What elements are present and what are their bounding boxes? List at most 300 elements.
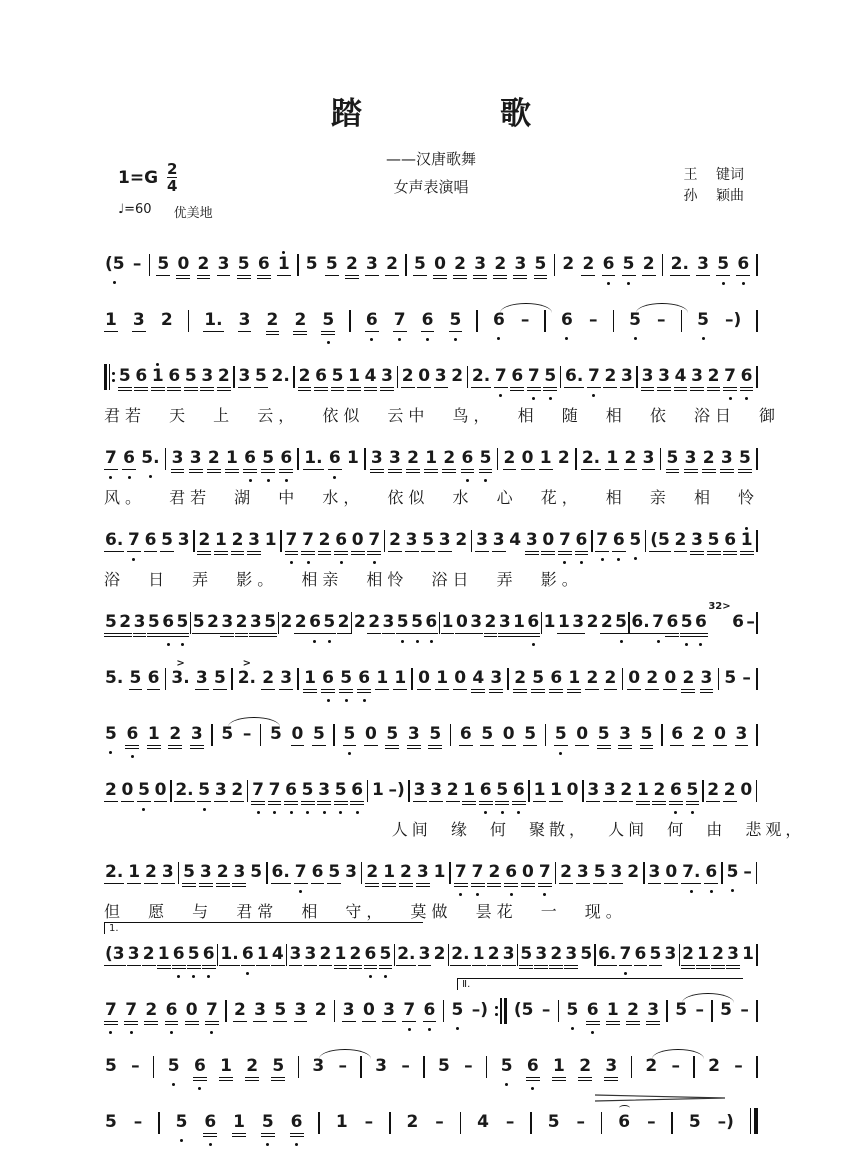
volta-bracket: 1.: [104, 922, 423, 934]
barline: [170, 780, 172, 802]
note-token: [429, 771, 443, 811]
note-digit: 2: [692, 724, 705, 744]
note-digit: 1: [550, 780, 562, 800]
dash-token: [694, 991, 705, 1030]
note-token: [271, 853, 291, 893]
barline: [233, 366, 235, 388]
lyrics-line: 人间 缘 何 聚散， 人间 何 由 悲观，: [391, 820, 806, 839]
note-token: [271, 357, 291, 396]
score-body: [104, 245, 806, 1146]
note-token: [585, 659, 599, 699]
note-digit: 6: [694, 612, 708, 637]
note-digit: 3: [171, 448, 185, 473]
note-digit: 1: [335, 1112, 348, 1132]
note-token: [413, 771, 427, 811]
note-digit: 6: [357, 668, 371, 693]
note-token: [455, 603, 469, 643]
note-digit: (5: [105, 254, 125, 274]
note-token: [603, 771, 617, 811]
below-marks: [620, 634, 623, 643]
note-digit: 5: [331, 366, 345, 391]
note-token: [350, 771, 364, 814]
note-token: [314, 991, 328, 1030]
note-token: [327, 853, 341, 893]
note-digit: (3: [105, 944, 125, 964]
note-digit: 2: [627, 862, 640, 882]
below-marks: [307, 555, 310, 564]
note-token: [364, 715, 378, 755]
note-token: [144, 521, 158, 561]
note-token: [696, 935, 710, 978]
note-digit: 3: [513, 254, 527, 279]
note-digit: 3: [217, 254, 230, 274]
note-digit: 1: [219, 1056, 233, 1081]
note-digit: 3: [232, 862, 246, 887]
note-digit: 6: [504, 862, 518, 887]
note-token: [513, 991, 535, 1030]
note-digit: 6: [365, 310, 378, 330]
note-digit: 6: [314, 366, 328, 391]
note-digit: 0: [291, 724, 304, 744]
note-digit: 5: [192, 612, 205, 632]
note-digit: 2: [294, 612, 307, 632]
note-digit: 3: [220, 612, 234, 637]
note-token: [600, 603, 614, 643]
note-digit: 3: [646, 1000, 660, 1025]
note-digit: 6: [723, 530, 737, 555]
note-token: [189, 439, 203, 482]
note-digit: 0: [454, 668, 467, 688]
note-digit: 2: [144, 1000, 158, 1025]
dash-token: [520, 301, 531, 340]
below-marks: [454, 332, 457, 341]
below-marks: [543, 887, 546, 896]
note-digit: 5: [597, 724, 611, 749]
note-digit: 2: [386, 254, 398, 274]
note-digit: 5: [221, 724, 234, 744]
note-digit: 2: [319, 944, 332, 964]
note-token: [410, 603, 424, 643]
note-digit: 5: [328, 862, 341, 882]
note-digit: 1: [424, 448, 438, 473]
below-marks: [323, 805, 326, 814]
note-digit: 5: [237, 254, 251, 279]
note-digit: 6: [309, 612, 321, 632]
note-token: [174, 771, 194, 811]
dash-token: [741, 659, 752, 698]
barline: [486, 1056, 488, 1078]
below-marks: [328, 634, 331, 643]
note-digit: 6: [172, 944, 186, 969]
note-token: [523, 715, 537, 755]
barline: [756, 254, 758, 276]
note-token: [720, 439, 734, 482]
note-digit: 3: [317, 780, 331, 805]
below-marks: [497, 331, 500, 340]
barline: [408, 780, 410, 802]
note-digit: 5: [519, 944, 533, 969]
note-token: [207, 439, 221, 482]
note-token: [451, 991, 465, 1030]
note-token: [664, 853, 678, 893]
below-marks: [290, 805, 293, 814]
note-digit: 0: [521, 448, 534, 468]
note-token: [318, 521, 332, 564]
note-digit: 3: [177, 530, 190, 550]
note-digit: 6: [161, 612, 175, 637]
note-token: [266, 301, 280, 344]
note-token: [367, 603, 381, 643]
note-token: [402, 991, 416, 1031]
below-marks: [113, 275, 116, 284]
barline: [661, 724, 663, 746]
barline: [711, 1000, 713, 1022]
note-digit: 3: [405, 530, 418, 550]
note-token: [578, 1047, 592, 1090]
note-digit: 7: [723, 366, 737, 391]
note-digit: 5: [105, 724, 117, 744]
note-digit: 6: [203, 1112, 217, 1137]
note-token: [364, 357, 378, 400]
dash-token: [575, 1103, 586, 1142]
time-signature-denominator: 4: [167, 177, 178, 195]
barline: [756, 724, 758, 746]
below-marks: [109, 470, 112, 479]
note-digit: 2.: [237, 668, 257, 688]
note-digit: 6.: [598, 944, 617, 964]
below-marks: [149, 469, 152, 478]
note-token: [230, 771, 244, 811]
note-token: [217, 245, 231, 285]
note-token: [494, 357, 508, 397]
note-digit: 0: [576, 724, 589, 744]
below-marks: [373, 555, 376, 564]
note-token: [233, 991, 247, 1031]
note-digit: 6.: [565, 366, 584, 386]
below-marks: [601, 552, 604, 561]
note-digit: –: [588, 310, 598, 330]
music-line: [104, 1047, 758, 1090]
note-token: [290, 1103, 304, 1146]
note-token: [605, 439, 619, 479]
barline: [555, 862, 557, 884]
note-digit: 3: [249, 612, 263, 637]
barline: [217, 944, 219, 966]
note-digit: 2: [626, 1000, 640, 1025]
note-digit: 5: [428, 724, 442, 749]
note-digit: 2: [723, 780, 736, 800]
note-digit: 5: [449, 310, 462, 330]
note-token: [479, 439, 493, 482]
note-token: [539, 439, 553, 479]
note-digit: 1: [539, 448, 552, 468]
barline: [394, 944, 396, 966]
note-digit: 7: [367, 530, 381, 555]
note-digit: 6: [423, 1000, 436, 1020]
notes-row: [104, 301, 758, 344]
below-marks: [369, 969, 372, 978]
note-digit: 1: [232, 1112, 246, 1137]
note-token: [417, 357, 431, 397]
note-token: [328, 439, 342, 479]
note-token: [626, 991, 640, 1034]
note-digit: 2: [446, 780, 459, 800]
note-digit: 6.: [271, 862, 290, 882]
note-token: [293, 301, 307, 344]
note-digit: 2: [620, 780, 633, 800]
note-digit: 2: [293, 310, 307, 335]
note-digit: 2: [145, 862, 157, 882]
note-digit: 0: [455, 612, 468, 632]
note-token: [203, 301, 223, 341]
note-token: [346, 439, 360, 478]
notes-row: [104, 991, 758, 1034]
note-token: [271, 935, 285, 975]
barline: [165, 668, 167, 690]
below-marks: [257, 805, 260, 814]
note-token: [312, 715, 326, 755]
note-token: [202, 935, 216, 978]
note-digit: –: [695, 1000, 704, 1020]
note-digit: 3: [247, 530, 261, 555]
note-token: [513, 659, 527, 702]
note-digit: 5: [531, 668, 545, 693]
note-digit: 3: [238, 310, 251, 330]
note-digit: 3: [430, 780, 443, 800]
note-digit: 3: [690, 530, 704, 555]
note-digit: 3: [382, 612, 395, 632]
below-marks: [690, 884, 693, 893]
note-token: [237, 245, 251, 288]
note-digit: 5: [167, 1056, 180, 1076]
note-digit: 2: [442, 448, 456, 473]
note-digit: 2: [484, 612, 498, 637]
below-marks: [501, 805, 504, 814]
barline: [280, 530, 282, 552]
note-token: [581, 245, 595, 285]
below-marks: [624, 966, 627, 975]
note-digit: 3: [620, 366, 633, 386]
note-digit: 2: [451, 366, 464, 386]
lyrics-line: 浴 日 弄 影。 相亲 相怜 浴日 弄 影。: [104, 570, 583, 589]
note-token: [127, 935, 141, 975]
note-digit: 1: [533, 780, 546, 800]
note-digit: 5: [622, 254, 635, 274]
song-title-char-2: 歌: [500, 96, 531, 132]
note-token: [205, 991, 219, 1034]
barline: [247, 780, 249, 802]
note-token: [104, 1047, 118, 1086]
note-token: [374, 1047, 388, 1086]
note-token: [190, 715, 204, 758]
barline: [643, 862, 645, 884]
notes-row: [104, 659, 758, 702]
below-marks: [128, 470, 131, 479]
note-token: [713, 715, 727, 755]
note-token: [735, 715, 749, 755]
note-token: [630, 603, 650, 643]
note-token: [707, 357, 721, 400]
note-token: [462, 771, 476, 814]
note-token: [104, 935, 126, 975]
note-token: [428, 715, 442, 758]
note-digit: 5: [261, 1112, 275, 1137]
key-signature: [118, 162, 177, 194]
note-digit: 6: [241, 944, 254, 964]
note-digit: 5: [437, 1056, 450, 1076]
note-token: [187, 935, 201, 978]
note-token: [454, 853, 468, 896]
note-digit: 7: [124, 1000, 138, 1025]
note-token: [279, 603, 293, 642]
note-token: [696, 245, 710, 285]
note-digit: 3: [413, 780, 426, 800]
note-digit: 3: [238, 366, 251, 386]
note-token: [609, 853, 623, 893]
note-digit: 5: [274, 1000, 287, 1020]
below-marks: [172, 1077, 175, 1086]
note-token: [487, 935, 501, 975]
note-token: [581, 439, 601, 479]
composer-credit: 孙 颖曲: [683, 188, 744, 204]
note-token: [365, 245, 379, 285]
below-marks: [607, 276, 610, 285]
note-token: [104, 603, 118, 646]
below-marks: [691, 805, 694, 814]
note-digit: 6: [526, 1056, 540, 1081]
note-token: [538, 853, 552, 896]
note-digit: –: [133, 1112, 143, 1132]
song-subtitle: ——汉唐歌舞: [385, 150, 476, 168]
note-token: [401, 357, 415, 397]
barline: [660, 448, 662, 470]
note-token: [197, 771, 211, 811]
note-token: [622, 245, 636, 285]
note-digit: 6: [284, 780, 298, 805]
note-digit: 5: [481, 724, 494, 744]
note-digit: 7: [619, 944, 632, 964]
dash-token: [130, 1047, 141, 1086]
note-token: [125, 715, 139, 758]
below-marks: [617, 552, 620, 561]
dash-token: [646, 1103, 657, 1142]
note-token: [707, 1047, 721, 1086]
note-token: [321, 659, 335, 702]
music-line: [104, 357, 781, 426]
note-token: [571, 603, 585, 643]
note-token: [238, 357, 252, 397]
below-marks: [356, 805, 359, 814]
note-digit: 2: [280, 612, 293, 632]
note-digit: 3: [289, 944, 302, 964]
note-token: [681, 659, 695, 702]
below-marks: [430, 634, 433, 643]
note-token: [641, 357, 655, 400]
note-digit: 0: [521, 862, 535, 887]
note-token: [681, 853, 701, 893]
note-token: [612, 521, 626, 561]
notes-row: [104, 1103, 758, 1146]
note-digit: 5: [726, 862, 739, 882]
note-digit: 6: [311, 862, 324, 882]
above-marks: [282, 245, 285, 254]
note-digit: 5: [675, 1000, 688, 1020]
note-digit: 5: [688, 1112, 701, 1132]
barline: [517, 944, 519, 966]
below-marks: [327, 335, 330, 344]
note-token: [433, 853, 447, 892]
below-marks: [456, 1021, 459, 1030]
note-token: [343, 715, 357, 755]
below-marks: [416, 634, 419, 643]
note-digit: 5: [413, 254, 426, 274]
below-marks: [340, 555, 343, 564]
note-token: [147, 603, 161, 646]
note-token: [364, 935, 378, 978]
note-digit: 2: [652, 780, 666, 805]
note-digit: 1: [606, 1000, 620, 1025]
note-digit: 2: [105, 780, 117, 800]
below-marks: [170, 1025, 173, 1034]
note-digit: 3: [407, 724, 421, 749]
note-token: [549, 935, 563, 978]
note-digit: 1.: [204, 310, 223, 330]
note-token: [541, 521, 555, 564]
note-digit: 5: [451, 1000, 464, 1020]
notes-row: [104, 439, 758, 482]
note-digit: 1: [472, 944, 485, 964]
note-token: [450, 935, 470, 975]
barline: [756, 668, 758, 690]
barline: [450, 724, 452, 746]
barline: [286, 944, 288, 966]
note-token: [526, 1047, 540, 1090]
dash-token: [742, 853, 753, 892]
music-line: [104, 771, 806, 840]
note-digit: 5.: [141, 448, 160, 468]
below-marks: [384, 969, 387, 978]
note-token: [160, 301, 174, 340]
score-header: [0, 0, 862, 232]
note-digit: 1: [346, 448, 359, 468]
barline: [384, 530, 386, 552]
note-digit: 3: [132, 310, 145, 330]
note-digit: 4: [674, 366, 688, 391]
note-digit: 5: [649, 944, 662, 964]
note-digit: 2: [560, 862, 572, 882]
note-token: [648, 853, 662, 893]
note-token: [479, 771, 493, 814]
note-token: [435, 659, 449, 699]
note-digit: –: [435, 1112, 444, 1132]
note-token: [604, 1047, 618, 1090]
note-token: [334, 521, 348, 564]
note-token: [367, 521, 381, 564]
barline: [297, 448, 299, 470]
note-digit: 1: [433, 862, 446, 882]
dash-token: [733, 1047, 744, 1086]
note-digit: 6: [665, 612, 679, 637]
note-token: [232, 1103, 246, 1146]
note-digit: 6: [147, 668, 160, 688]
note-digit: –: [242, 724, 252, 744]
note-digit: 7: [471, 862, 485, 887]
note-digit: 3: [161, 862, 174, 882]
note-token: [417, 659, 431, 699]
lyricist-credit: 王 键词: [683, 167, 744, 183]
barline: [471, 530, 473, 552]
barline: [361, 862, 363, 884]
